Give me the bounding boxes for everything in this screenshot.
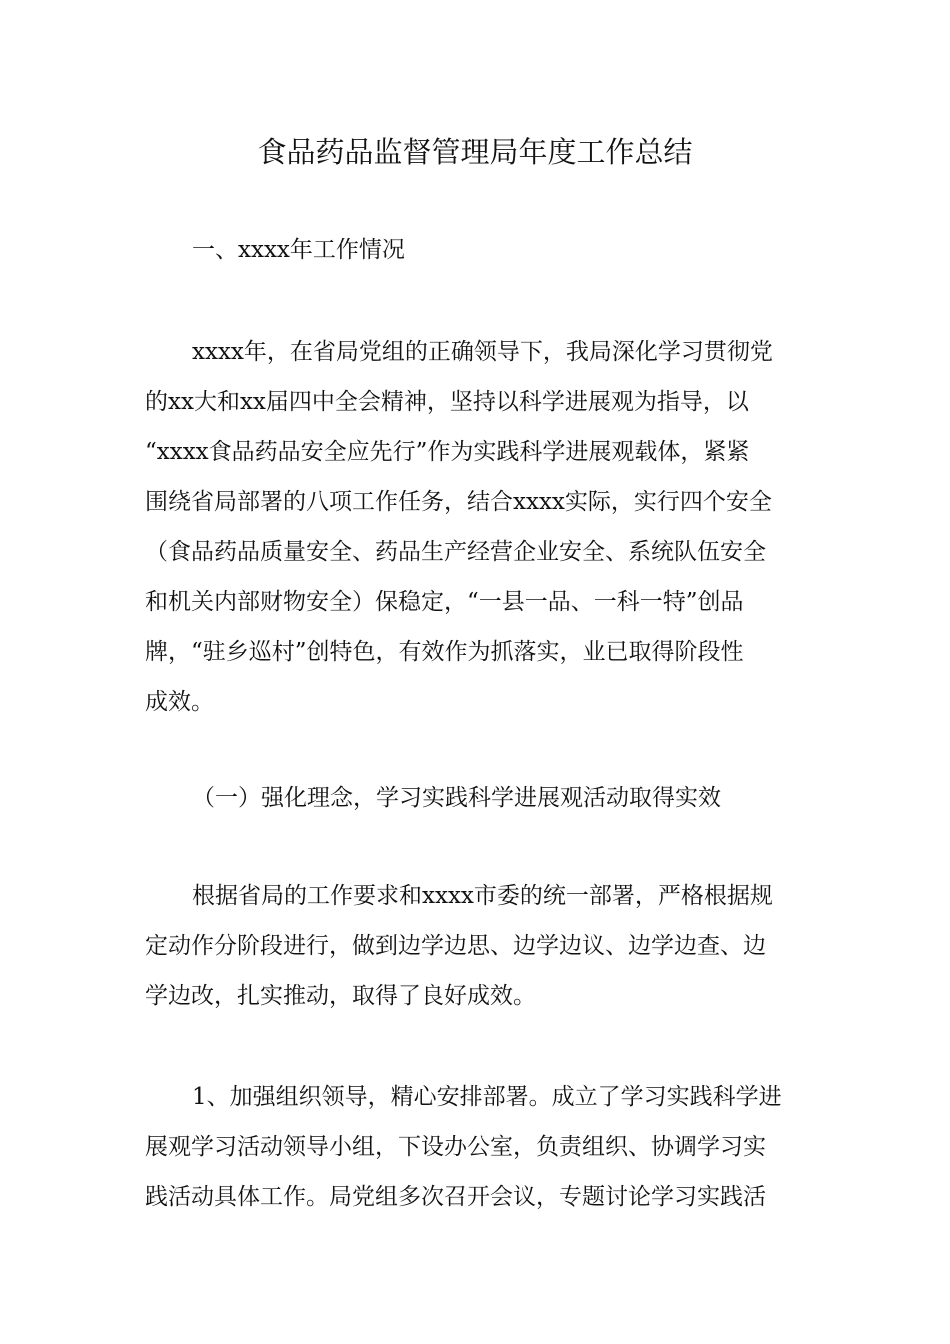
subsection-heading-1: （一）强化理念，学习实践科学进展观活动取得实效: [192, 785, 721, 811]
paragraph-line: 践活动具体工作。局党组多次召开会议，专题讨论学习实践活: [145, 1184, 766, 1210]
paragraph-line: “xxxx食品药品安全应先行”作为实践科学进展观载体，紧紧: [145, 439, 750, 465]
intro-paragraph: [145, 327, 807, 727]
paragraph-line: 展观学习活动领导小组，下设办公室，负责组织、协调学习实: [145, 1134, 766, 1160]
paragraph-line: 定动作分阶段进行，做到边学边思、边学边议、边学边查、边: [145, 933, 766, 959]
paragraph-line: 学边改，扎实推动，取得了良好成效。: [145, 983, 536, 1009]
document-title: 食品药品监督管理局年度工作总结: [257, 135, 693, 169]
paragraph-line: （食品药品质量安全、药品生产经营企业安全、系统队伍安全: [145, 539, 766, 565]
paragraph-line: 1、加强组织领导，精心安排部署。成立了学习实践科学进: [192, 1084, 782, 1110]
paragraph-line: 牌，“驻乡巡村”创特色，有效作为抓落实，业已取得阶段性: [145, 639, 744, 665]
paragraph-line: 成效。: [145, 689, 214, 715]
paragraph-line: xxxx年，在省局党组的正确领导下，我局深化学习贯彻党: [192, 339, 773, 365]
subsection-paragraph: [145, 871, 807, 1021]
paragraph-line: 的xx大和xx届四中全会精神，坚持以科学进展观为指导，以: [145, 389, 749, 415]
paragraph-line: 和机关内部财物安全）保稳定，“一县一品、一科一特”创品: [145, 589, 744, 615]
paragraph-line: 围绕省局部署的八项工作任务，结合xxxx实际，实行四个安全: [145, 489, 772, 515]
paragraph-line: 根据省局的工作要求和xxxx市委的统一部署，严格根据规: [192, 883, 773, 909]
section-heading-1: 一、xxxx年工作情况: [192, 237, 405, 263]
item-paragraph: [145, 1072, 807, 1222]
